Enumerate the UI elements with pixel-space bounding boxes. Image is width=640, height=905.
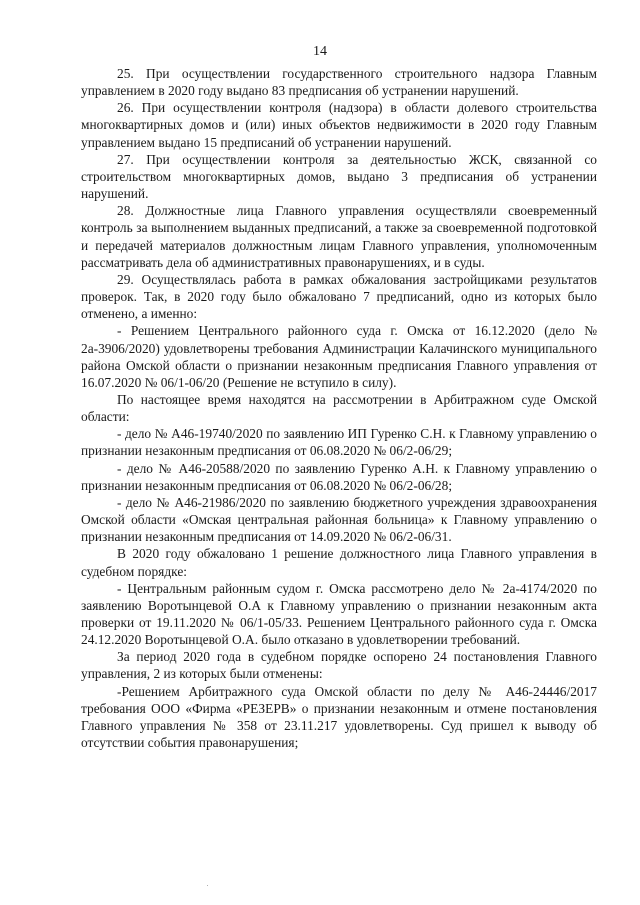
case-a46-20588: - дело № А46-20588/2020 по заявлению Гуренко А.Н. к Главному управлению о признании незаконным предписания от 06.08.2020 № 06/2-06/28; (81, 460, 597, 493)
paragraph-27: 27. При осуществлении контроля за деятельностью ЖСК, связанной со строительством многоквартирных домов, выдано 3 предписания об устранении нарушений. (81, 151, 597, 202)
resolutions-challenged-intro: За период 2020 года в судебном порядке оспорено 24 постановления Главного управления, 2 из которых были отменены: (81, 649, 597, 682)
scan-artifact (207, 885, 208, 886)
court-decision-kalachinsky: - Решением Центрального районного суда г. Омска от 16.12.2020 (дело № 2а-3906/2020) удовлетворены требования Администрации Калачинского муниципального района Омской области о признании незаконным предписания Главного управления от 16.07.2020 № 06/1-06/20 (Решение не вступило в силу). (81, 323, 597, 390)
case-a46-24446: -Решением Арбитражного суда Омской области по делу № А46-24446/2017 требования ООО «Фирма «РЕЗЕРВ» о признании незаконным и отмене постановления Главного управления № 358 от 23.11.217 удовлетворены. Суд пришел к выводу об отсутствии события правонарушения; (81, 683, 597, 751)
document-body (81, 65, 597, 751)
paragraph-26: 26. При осуществлении контроля (надзора) в области долевого строительства многоквартирных домов и (или) иных объектов недвижимости в 2020 году Главным управлением выдано 15 предписаний об устранении нарушений. (81, 100, 597, 150)
paragraph-25: 25. При осуществлении государственного строительного надзора Главным управлением в 2020 году выдано 83 предписания об устранении нарушений. (81, 66, 597, 99)
arbitration-pending-intro: По настоящее время находятся на рассмотрении в Арбитражном суде Омской области: (81, 391, 597, 425)
page-number: 14 (313, 44, 327, 59)
case-a46-21986: - дело № А46-21986/2020 по заявлению бюджетного учреждения здравоохранения Омской области «Омская центральная районная больница» к Главному управлению о признании незаконным предписания от 14.09.2020 № 06/2-06/31. (81, 494, 597, 545)
paragraph-28: 28. Должностные лица Главного управления осуществляли своевременный контроль за выполнением выданных предписаний, а также за своевременной подготовкой и передачей материалов должностным лицам Главного управления, уполномоченным рассматривать дела об административных правонарушениях, и в суды. (81, 203, 597, 270)
official-decision-appeal-intro: В 2020 году обжаловано 1 решение должностного лица Главного управления в судебном порядке: (81, 546, 597, 579)
paragraph-29: 29. Осуществлялась работа в рамках обжалования застройщиками результатов проверок. Так, в 2020 году было обжаловано 7 предписаний, одно из которых было отменено, а именно: (81, 271, 597, 322)
case-2a-4174: - Центральным районным судом г. Омска рассмотрено дело № 2а-4174/2020 по заявлению Воротынцевой О.А к Главному управлению о признании незаконным акта проверки от 19.11.2020 № 06/1-05/33. Решением Центрального районного суда г. Омска 24.12.2020 Воротынцевой О.А. было отказано в удовлетворении требований. (81, 580, 597, 648)
case-a46-19740: - дело № А46-19740/2020 по заявлению ИП Гуренко С.Н. к Главному управлению о признании незаконным предписания от 06.08.2020 № 06/2-06/29; (81, 426, 597, 459)
